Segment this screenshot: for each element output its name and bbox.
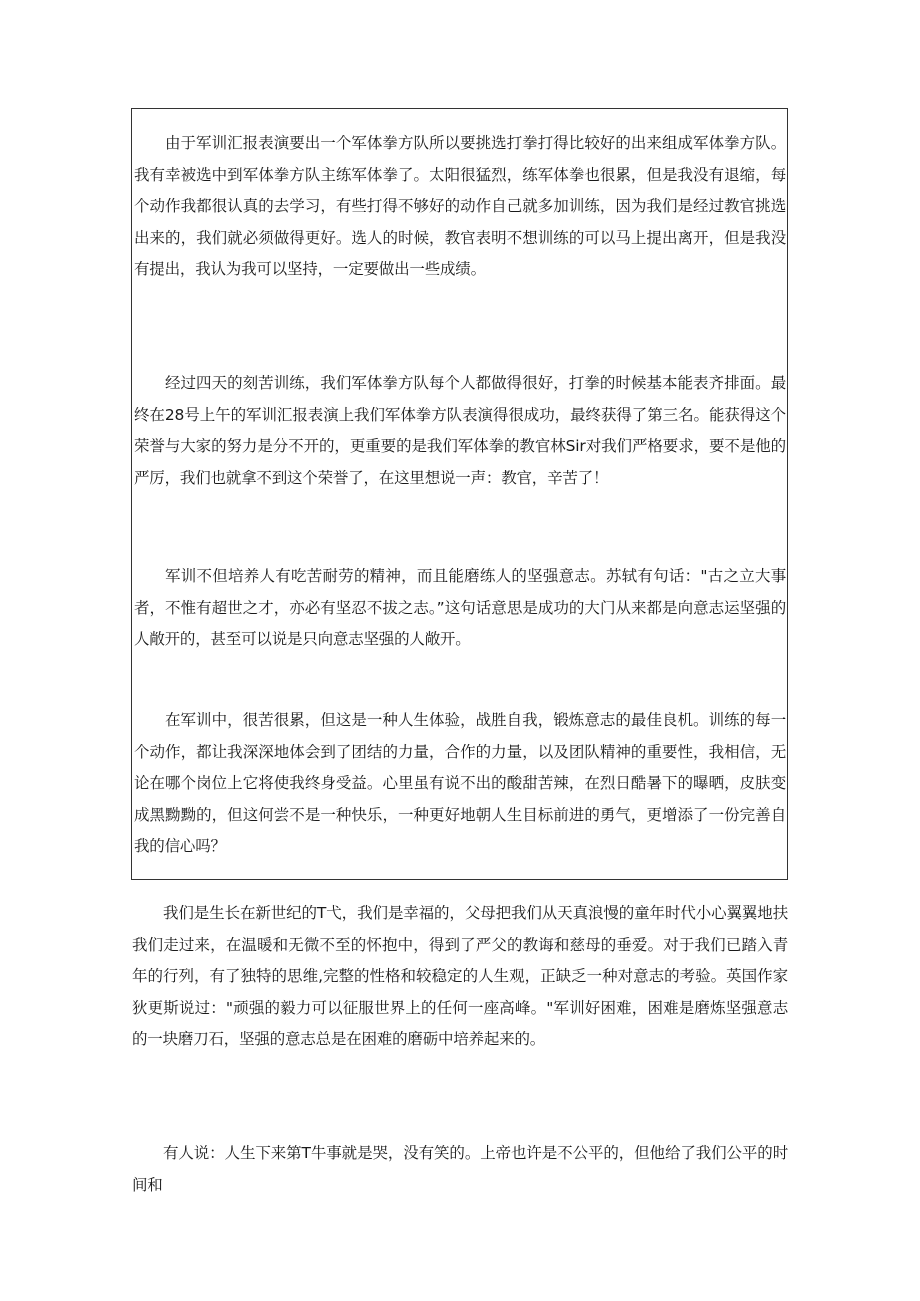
body-paragraph-2: 有人说：人生下来第T牛事就是哭，没有笑的。上帝也许是不公平的，但他给了我们公平的时间和	[132, 1144, 788, 1194]
boxed-paragraph-2: 经过四天的刻苦训练，我们军体拳方队每个人都做得很好，打拳的时候基本能表齐排面。最终在28号上午的军训汇报表演上我们军体拳方队表演得很成功，最终获得了第三名。能获得这个荣誉与大家的努力是分不开的，更重要的是我们军体拳的教官林Sir对我们严格要求，要不是他的严厉，我们也就拿不到这个荣誉了，在这里想说一声：教官，辛苦了！	[134, 374, 786, 487]
boxed-paragraph-4: 在军训中，很苦很累，但这是一种人生体验，战胜自我，锻炼意志的最佳良机。训练的每一个动作，都让我深深地体会到了团结的力量，合作的力量，以及团队精神的重要性，我相信，无论在哪个岗位上它将使我终身受益。心里虽有说不出的酸甜苦辣，在烈日酷暑下的曝晒，皮肤变成黑黝黝的，但这何尝不是一种快乐，一种更好地朝人生目标前进的勇气，更增添了一份完善自我的信心吗？	[134, 711, 786, 855]
body-paragraph-1: 我们是生长在新世纪的T弋，我们是幸福的，父母把我们从天真浪慢的童年时代小心翼翼地扶我们走过来，在温暖和无微不至的怀抱中，得到了严父的教诲和慈母的垂爱。对于我们已踏入青年的行列，有了独特的思维,完整的性格和较稳定的人生观，正缺乏一种对意志的考验。英国作家狄更斯说过："顽强的毅力可以征服世界上的任何一座高峰。"军训好困难，困难是磨炼坚强意志的一块磨刀石，坚强的意志总是在困难的磨砺中培养起来的。	[132, 904, 788, 1048]
boxed-paragraph-1: 由于军训汇报表演要出一个军体拳方队所以要挑选打拳打得比较好的出来组成军体拳方队。我有幸被选中到军体拳方队主练军体拳了。太阳很猛烈，练军体拳也很累，但是我没有退缩，每个动作我都很认真的去学习，有些打得不够好的动作自己就多加训练，因为我们是经过教官挑选出来的，我们就必须做得更好。选人的时候，教官表明不想训练的可以马上提出离开，但是我没有提出，我认为我可以坚持，一定要做出一些成绩。	[134, 134, 786, 278]
boxed-paragraph-3: 军训不但培养人有吃苦耐劳的精神，而且能磨练人的坚强意志。苏轼有句话："古之立大事者，不惟有超世之才，亦必有坚忍不拔之志。”这句话意思是成功的大门从来都是向意志运坚强的人敞开的，甚至可以说是只向意志坚强的人敞开。	[134, 567, 786, 648]
